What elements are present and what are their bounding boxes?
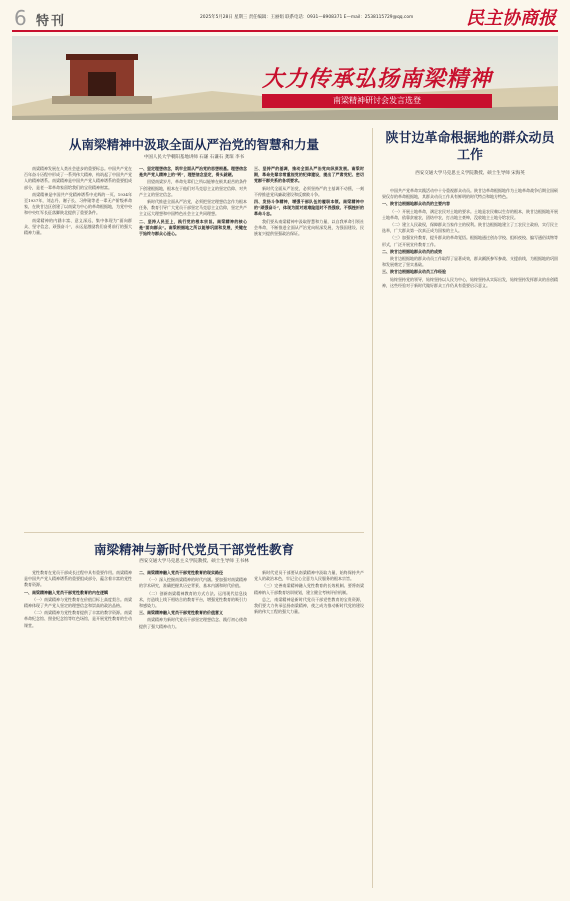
paragraph: 始终坚持党的领导，始终坚持以人民为中心，始终坚持从实际出发，始终坚持发挥群众的首创精神，这些经验对于新时代做好群众工作仍具有重要启示意义。 — [382, 276, 558, 288]
banner-title: 大力传承弘扬南梁精神 — [261, 66, 492, 92]
paragraph: 新时代党员干部要从南梁精神中汲取力量，始终保持共产党人的政治本色，牢记全心全意为人民服务的根本宗旨。 — [254, 570, 364, 582]
paragraph: （一）深入挖掘南梁精神的时代内涵。要加强对南梁精神的学术研究，准确把握其历史背景、基本内涵和时代价值。 — [139, 577, 247, 589]
paragraph: （二）建立人民政权，保障群众当家作主的权利。陕甘边根据地建立了工农民主政府，实行民主选举，广大群众第一次真正成为国家的主人。 — [382, 222, 558, 234]
paragraph: 南梁精神发展在人类社会进步的重要标志。中国共产党在百年奋斗历程中形成了一系列伟大精神，构筑起了中国共产党人的精神谱系。南梁精神是中国共产党人精神谱系的重要组成部分，是老一辈革命家留给我们的宝贵精神财富。 — [24, 166, 132, 190]
article3-byline: 西安交通大学马克思主义学院教授、硕士生导师 王书林 — [139, 559, 249, 564]
article1-column-1 — [24, 166, 132, 526]
paragraph: 新时代全面从严治党，必须坚持严的主基调不动摇，一刻不停推进党风廉政建设和反腐败斗争。 — [254, 185, 364, 197]
subheading: 一、陕甘边根据地群众动员的主要内容 — [382, 201, 450, 207]
section-label: 特刊 — [36, 14, 67, 29]
article1-title: 从南梁精神中汲取全面从严治党的智慧和力量 — [68, 137, 319, 152]
paragraph: 新时代推进全面从严治党，必须把坚定理想信念作为根本任务，教育引导广大党员干部坚定马克思主义信仰，坚定共产主义远大理想和中国特色社会主义共同理想。 — [139, 199, 247, 217]
page-number: 6 — [14, 6, 27, 30]
article3-column-1 — [24, 570, 132, 888]
article3-title: 南梁精神与新时代党员干部党性教育 — [93, 542, 294, 557]
paragraph: 回望南梁岁月，革命先辈们之所以能够在极其艰苦的条件下创建根据地，根本在于他们对马克思主义的坚定信仰、对共产主义的坚定信念。 — [139, 179, 247, 197]
article2-title: 陕甘边革命根据地的群众动员工作 — [385, 131, 555, 163]
article2-column — [382, 188, 558, 888]
subheading: 二、陕甘边根据地群众动员的成效 — [382, 248, 442, 254]
article1-byline: 中国人民大学朝阳基地讲师 石谦 石谦石 龚琛 李书 — [143, 155, 245, 160]
article1-column-2 — [139, 166, 247, 526]
column-divider — [372, 128, 373, 888]
paragraph: 南梁精神的内涵丰富、意义深远，集中体现为“面向群众、坚守信念、顽强奋斗”，永远是激励我们奋勇前行的强大精神力量。 — [24, 217, 132, 236]
subheading: 三、坚持严的基调，推动全面从严治党向纵深发展。南梁时期，革命先辈非常重视党的纪律建设，提出了严肃党纪、密切党群干群关系的各项要求。 — [254, 166, 364, 184]
article2-byline: 西安交通大学马克思主义学院教授、硕士生导师 宋海英 — [415, 171, 525, 176]
subheading: 四、发扬斗争精神，增强干部队伍的履职本领。南梁精神中的“顽强奋斗”，体现为面对艰难险阻时不畏强敌、不惧挫折的革命斗志。 — [254, 199, 364, 217]
article3-column-2 — [139, 570, 247, 888]
paragraph: 我们要从南梁精神中汲取智慧和力量，以自我革命引领社会革命，不断推进全面从严治党向纵深发展，为强国建设、民族复兴提供坚强政治保证。 — [254, 218, 364, 237]
paragraph: （二）南梁精神为党性教育提供了丰富的教学资源。南梁革命纪念馆、照金纪念馆等红色场馆，是开展党性教育的生动课堂。 — [24, 610, 132, 628]
header-rule — [12, 30, 558, 32]
banner — [12, 36, 558, 120]
masthead-logo: 民主协商报 — [466, 8, 556, 29]
page-header — [0, 0, 570, 34]
subheading: 一、坚定理想信念，筑牢全面从严治党的思想根基。理想信念是共产党人精神上的“钙”，理想信念坚定，骨头就硬。 — [139, 166, 247, 178]
subheading: 三、南梁精神融入党员干部党性教育的价值意义 — [139, 610, 223, 616]
paragraph: 南梁精神为新时代党员干部坚定理想信念、践行初心使命提供了强大精神动力。 — [139, 617, 247, 629]
paragraph: 党性教育在党员干部成长过程中具有重要作用。南梁精神是中国共产党人精神谱系的重要组成部分，蕴含着丰富的党性教育资源。 — [24, 570, 132, 588]
paragraph: 总之，南梁精神是新时代党员干部党性教育的宝贵资源，我们要大力传承弘扬南梁精神，使之成为推动新时代党的建设新的伟大工程的强大力量。 — [254, 596, 364, 615]
article3-column-3 — [254, 570, 364, 888]
subheading: 三、陕甘边根据地群众动员工作经验 — [382, 269, 446, 275]
paragraph: （二）创新南梁精神教育的方式方法。运用现代信息技术，打造线上线下相结合的教育平台，增强党性教育的吸引力和感染力。 — [139, 590, 247, 609]
paragraph: （一）开展土地革命，满足农民对土地的要求。土地是农民赖以生存的根本，陕甘边根据地开展土地革命，依靠贫雇农，团结中农，打击地主豪绅，没收地主土地分给农民。 — [382, 208, 558, 220]
subheading: 二、南梁精神融入党员干部党性教育的现实路径 — [139, 570, 223, 575]
paragraph: 中国共产党革命实践活动中十分重视群众动员。陕甘边革命根据地作为土地革命战争后期全国硕果仅存的革命根据地，其群众动员工作具有鲜明的时代特点和地方特色。 — [382, 188, 558, 200]
article-divider — [24, 532, 364, 533]
article2-header — [382, 130, 558, 177]
paragraph: （三）完善南梁精神融入党性教育的长效机制。要将南梁精神纳入干部教育培训规划，建立健全考核评价机制。 — [254, 583, 364, 595]
issue-info: 2025年5月28日 星期三 责任编辑：王丽娟 联系电话：0931—8908371 E—mail：2538115729@qq.com — [200, 15, 414, 20]
paragraph: 陕甘边根据地的群众动员工作取得了显著成效，群众踊跃参军参战、支援前线，为根据地的巩固和发展奠定了坚实基础。 — [382, 256, 558, 268]
paragraph: 南梁精神是中国共产党精神谱系中光辉的一页。1934年至1937年，刘志丹、谢子长、习仲勋等老一辈无产阶级革命家，在陕甘边区创建了以南梁为中心的革命根据地，为党中央和中央红军长征落脚陕北提供了重要条件。 — [24, 191, 132, 216]
paragraph: （一）南梁精神与党性教育在价值目标上高度契合。南梁精神体现了共产党人坚定的理想信念和崇高的政治品格。 — [24, 596, 132, 609]
subheading: 一、南梁精神融入党员干部党性教育的内在逻辑 — [24, 589, 108, 595]
article1-column-3 — [254, 166, 364, 526]
banner-subtitle: 南梁精神研讨会发言选登 — [262, 94, 492, 108]
subheading: 二、坚持人民至上，践行党的根本宗旨。南梁精神的核心是“面向群众”。南梁根据地之所以能够巩固和发展，关键在于始终与群众心连心。 — [139, 218, 247, 237]
paragraph: （三）加强宣传教育，提升群众的革命觉悟。根据地通过创办学校、组织夜校、编写通俗读物等形式，广泛开展宣传教育工作。 — [382, 235, 558, 247]
